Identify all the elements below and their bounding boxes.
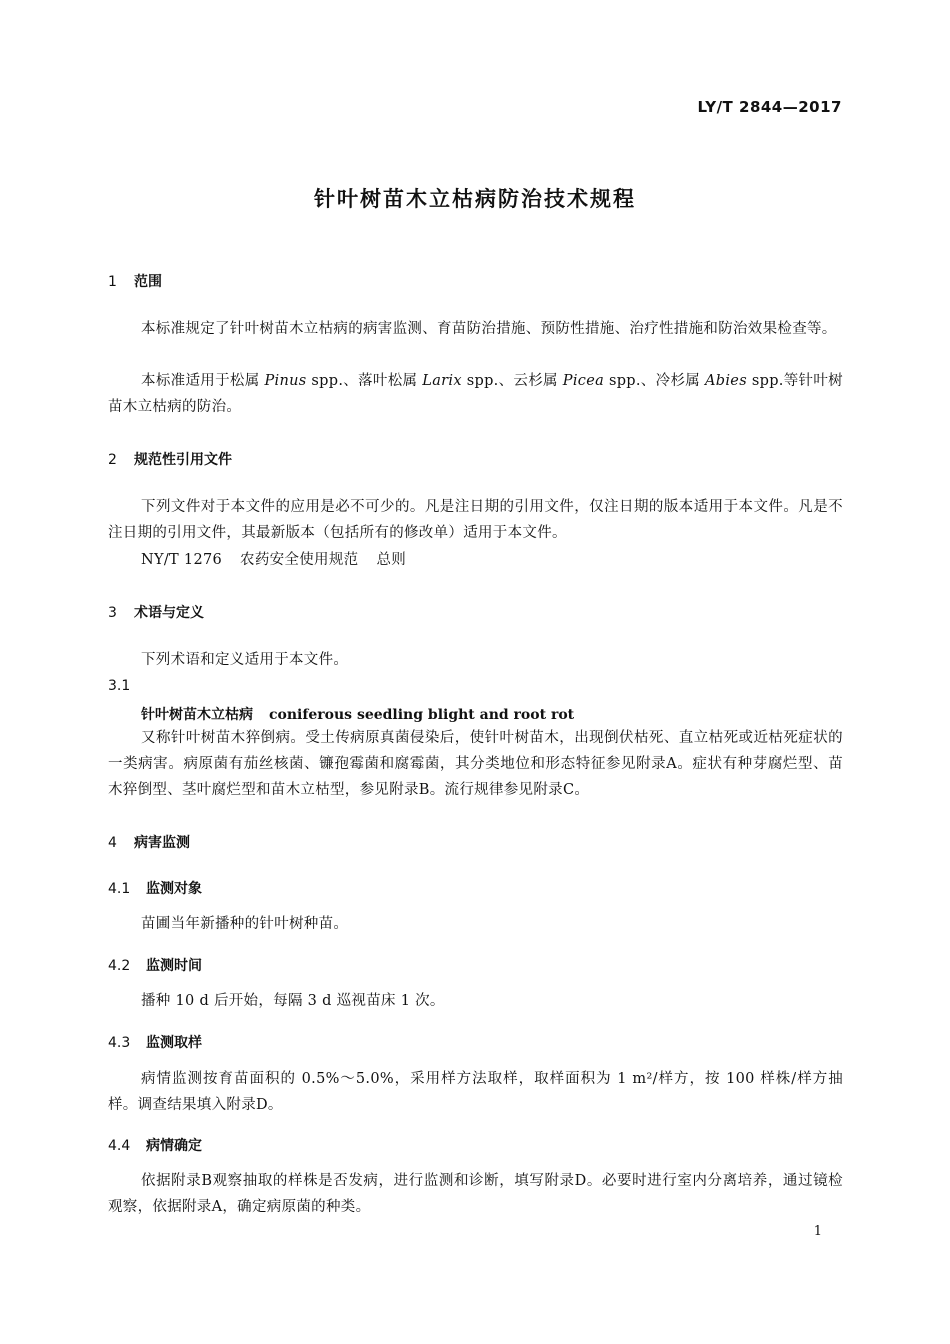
standard-code: LY/T 2844—2017 bbox=[697, 98, 842, 116]
section-1-paragraph-1: 本标准规定了针叶树苗木立枯病的病害监测、育苗防治措施、预防性措施、治疗性措施和防治效果检查等。 bbox=[141, 321, 837, 337]
subsection-title: 病情确定 bbox=[146, 1138, 202, 1154]
reference-code: NY/T 1276 bbox=[141, 552, 223, 568]
subsection-4-4-text: 依据附录B观察抽取的样株是否发病，进行监测和诊断，填写附录D。必要时进行室内分离培养，通过镜检观察，依据附录A，确定病原菌的种类。 bbox=[108, 1173, 843, 1215]
section-title: 病害监测 bbox=[134, 835, 190, 851]
subsection-title: 监测对象 bbox=[146, 881, 202, 897]
subsection-number: 4.3 bbox=[108, 1035, 131, 1051]
genus-abies: Abies bbox=[705, 373, 747, 389]
subsection-4-4-heading bbox=[108, 1135, 202, 1155]
section-3-paragraph: 下列术语和定义适用于本文件。 bbox=[141, 652, 349, 668]
reference-title: 农药安全使用规范 bbox=[240, 552, 359, 568]
section-title: 规范性引用文件 bbox=[134, 452, 232, 468]
subsection-number: 4.1 bbox=[108, 881, 131, 897]
section-number: 4 bbox=[108, 835, 117, 851]
term-number: 3.1 bbox=[108, 678, 131, 694]
section-3-heading bbox=[108, 602, 204, 622]
reference-subtitle: 总则 bbox=[376, 552, 407, 568]
term-definition: 又称针叶树苗木猝倒病。受土传病原真菌侵染后，使针叶树苗木，出现倒伏枯死、直立枯死或近枯死症状的一类病害。病原菌有茄丝核菌、镰孢霉菌和腐霉菌，其分类地位和形态特征参见附录A。症状有种芽腐烂型、苗木猝倒型、茎叶腐烂型和苗木立枯型，参见附录B。流行规律参见附录C。 bbox=[108, 730, 843, 798]
subsection-4-3-text: 病情监测按育苗面积的 0.5%～5.0%，采用样方法取样，取样面积为 1 m²/样方，按 100 样株/样方抽样。调查结果填入附录D。 bbox=[108, 1071, 843, 1113]
subsection-title: 监测取样 bbox=[146, 1035, 202, 1051]
subsection-number: 4.4 bbox=[108, 1138, 131, 1154]
term-entry bbox=[141, 704, 574, 724]
subsection-4-3-heading bbox=[108, 1032, 202, 1052]
section-number: 3 bbox=[108, 605, 117, 621]
section-1-paragraph-2: 本标准适用于松属 Pinus spp.、落叶松属 Larix spp.、云杉属 Picea spp.、冷杉属 Abies spp.等针叶树苗木立枯病的防治。 bbox=[108, 373, 843, 415]
section-2-heading bbox=[108, 449, 232, 469]
subsection-4-1-text: 苗圃当年新播种的针叶树种苗。 bbox=[141, 916, 349, 932]
page-number: 1 bbox=[813, 1224, 822, 1239]
section-4-heading bbox=[108, 832, 190, 852]
genus-pinus: Pinus bbox=[264, 373, 307, 389]
section-number: 1 bbox=[108, 274, 117, 290]
normative-reference bbox=[141, 548, 406, 569]
subsection-number: 4.2 bbox=[108, 958, 131, 974]
section-2-paragraph: 下列文件对于本文件的应用是必不可少的。凡是注日期的引用文件，仅注日期的版本适用于本文件。凡是不注日期的引用文件，其最新版本（包括所有的修改单）适用于本文件。 bbox=[108, 499, 843, 541]
subsection-4-2-text: 播种 10 d 后开始，每隔 3 d 巡视苗床 1 次。 bbox=[141, 993, 445, 1009]
genus-larix: Larix bbox=[422, 373, 462, 389]
subsection-title: 监测时间 bbox=[146, 958, 202, 974]
genus-picea: Picea bbox=[562, 373, 605, 389]
term-english: coniferous seedling blight and root rot bbox=[269, 707, 575, 723]
term-chinese: 针叶树苗木立枯病 bbox=[141, 707, 253, 723]
subsection-4-2-heading bbox=[108, 955, 202, 975]
section-1-heading bbox=[108, 271, 162, 291]
document-title: 针叶树苗木立枯病防治技术规程 bbox=[314, 187, 636, 211]
section-number: 2 bbox=[108, 452, 117, 468]
section-title: 术语与定义 bbox=[134, 605, 204, 621]
subsection-4-1-heading bbox=[108, 878, 202, 898]
section-title: 范围 bbox=[134, 274, 162, 290]
